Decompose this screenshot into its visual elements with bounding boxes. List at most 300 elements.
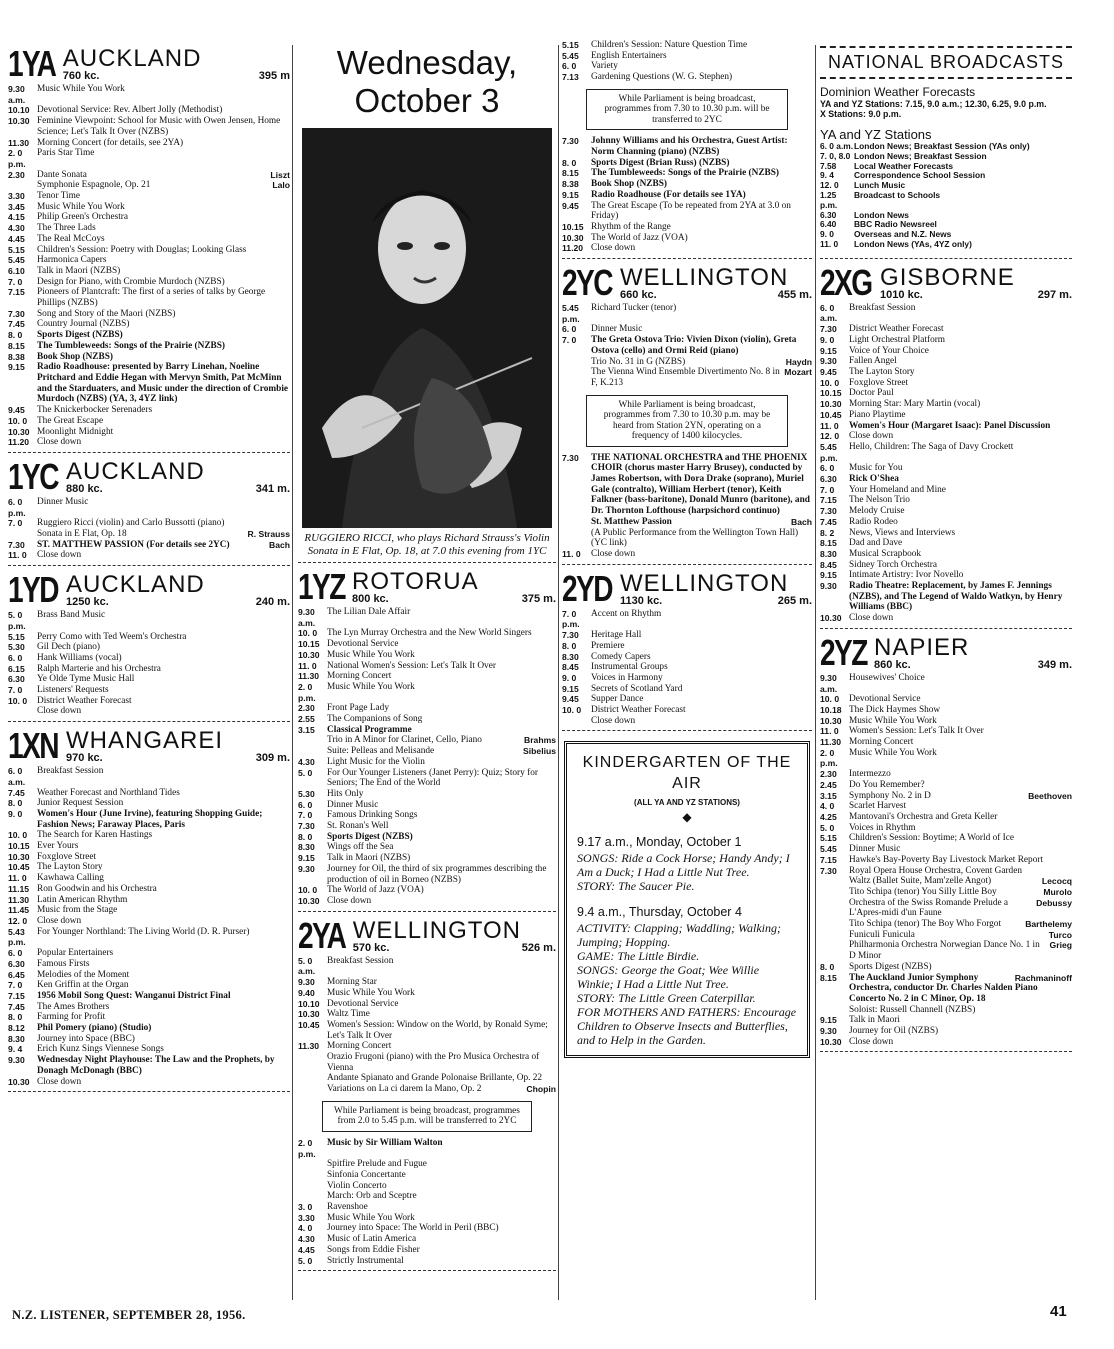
program-row (820, 876, 1072, 887)
program-time: 7. 0 (8, 980, 23, 991)
program-row (8, 191, 290, 202)
program-text: News, Views and Interviews (849, 527, 956, 538)
program-text: Dad and Dave (849, 538, 903, 549)
program-text: Dinner Music (327, 799, 379, 810)
divider (8, 1091, 290, 1092)
program-time: 7.30 (562, 630, 579, 641)
program-row (820, 463, 1072, 474)
program-title (591, 136, 812, 157)
program-text: Soloist: Russell Channell (NZBS) (849, 1004, 976, 1015)
program-time: 10.18 (820, 704, 842, 715)
station-metres: 341 m. (255, 482, 290, 495)
program-row (298, 789, 556, 800)
program-text: Richard Tucker (tenor) (591, 303, 677, 314)
kindergarten-line: ACTIVITY: Clapping; Waddling; Walking; Jumping; Hopping. (577, 921, 782, 950)
program-title (327, 735, 556, 746)
program-row (820, 399, 1072, 410)
program-text: Supper Dance (591, 694, 644, 705)
composer-name: Brahms (524, 735, 556, 746)
program-text: Morning Concert (327, 671, 392, 682)
national-program: BBC Radio Newsreel (854, 219, 937, 230)
program-title (37, 341, 290, 352)
program-title (37, 191, 290, 202)
program-time: 8.30 (298, 842, 315, 853)
kindergarten-line: SONGS: Ride a Cock Horse; Handy Andy; I Am a Duck; I Had a Little Nut Tree. (577, 851, 790, 880)
composer-name: Beethoven (1028, 790, 1072, 801)
program-row (820, 694, 1072, 705)
program-time: 10. 0 (8, 830, 28, 841)
program-row (8, 405, 290, 416)
program-title (591, 61, 812, 72)
program-row (8, 529, 290, 540)
program-text: Sports Digest (NZBS) (327, 831, 413, 842)
program-title (849, 410, 1072, 421)
program-title (37, 148, 290, 169)
program-time: 7. 0 (8, 685, 23, 696)
program-title (591, 335, 812, 356)
program-time (298, 1181, 327, 1192)
program-text: Morning Star (327, 977, 377, 988)
program-row (8, 234, 290, 245)
program-title (849, 962, 1072, 973)
program-time: 5.15 (820, 833, 837, 844)
program-time: 7.15 (820, 854, 837, 865)
program-row (8, 830, 290, 841)
station-kc: 660 kc. (620, 289, 657, 302)
program-text: Popular Entertainers (37, 948, 114, 959)
program-text: Women's Hour (June Irvine), featuring Shopping Guide; Fashion News; Faraway Places, Paris (37, 808, 263, 830)
program-title (849, 801, 1072, 812)
program-time: 8.38 (562, 179, 579, 190)
program-row (562, 357, 812, 368)
program-time: 10.30 (820, 715, 842, 726)
program-title (327, 1256, 556, 1267)
program-time: 11. 0 (8, 873, 27, 884)
program-text: The Dick Haymes Show (849, 704, 941, 715)
program-title (849, 463, 1072, 474)
station-name-block (66, 457, 290, 495)
program-text: Close down (37, 706, 82, 717)
program-row (298, 1073, 556, 1084)
program-text: Sidney Torch Orchestra (849, 559, 937, 570)
program-row (820, 919, 1072, 930)
program-time: 8.30 (820, 548, 837, 559)
program-text: Light Orchestral Platform (849, 334, 946, 345)
program-row (8, 895, 290, 906)
divider (820, 628, 1072, 629)
program-time: 5.15 (562, 40, 579, 50)
composer-name: Liszt (270, 169, 290, 180)
program-text: Book Shop (NZBS) (591, 179, 667, 190)
station-frequency (352, 594, 556, 605)
program-text: Ralph Marterie and his Orchestra (37, 663, 161, 674)
program-text: Close down (849, 1036, 894, 1047)
program-time: 3.15 (298, 724, 315, 735)
program-title (591, 549, 812, 560)
program-row (298, 1245, 556, 1256)
program-time: 6. 0 a.m. (820, 302, 838, 324)
program-title (591, 641, 812, 652)
program-row (820, 549, 1072, 560)
program-title (591, 673, 812, 684)
program-title (849, 737, 1072, 748)
station-city: ROTORUA (352, 568, 479, 595)
program-title (327, 1191, 556, 1202)
program-time: 6. 0 (8, 948, 23, 959)
program-time: 5. 0 (298, 767, 313, 778)
station-frequency (66, 753, 290, 764)
national-program: London News (YAs, 4YZ only) (854, 238, 972, 249)
program-time (562, 367, 591, 388)
program-row (8, 1012, 290, 1023)
program-text: Music While You Work (849, 715, 937, 726)
program-time: 7.30 (298, 821, 315, 832)
program-text: Philharmonia Orchestra Norwegian Dance No. 1 in D Minor (849, 940, 1040, 962)
program-time: 3.30 (298, 1212, 315, 1223)
station-name-block (352, 916, 556, 954)
station-1ya (8, 43, 290, 453)
program-title (37, 830, 290, 841)
program-time: 11.45 (8, 905, 30, 916)
program-time: 2. 0 p.m. (298, 1137, 316, 1159)
program-time: 7. 0 (298, 810, 313, 821)
program-title (849, 378, 1072, 389)
station-call-sign: 2XG (820, 261, 872, 303)
program-time: 6. 0 (820, 463, 835, 474)
program-title (37, 1002, 290, 1013)
program-text: Sports Digest (NZBS) (37, 330, 123, 341)
program-text: The Great Escape (To be repeated from 2YA at 3.0 on Friday) (591, 200, 791, 222)
program-time: 5.45 (8, 255, 25, 266)
program-title (849, 673, 1072, 694)
program-row (820, 887, 1072, 898)
station-city: NAPIER (874, 633, 970, 661)
program-title (327, 628, 556, 639)
column-1 (8, 40, 290, 1096)
program-title (37, 980, 290, 991)
program-row (298, 853, 556, 864)
program-title (591, 72, 812, 83)
program-title (849, 694, 1072, 705)
program-time: 9.30 (820, 581, 837, 592)
program-text: Music While You Work (327, 649, 415, 660)
program-time: 11.30 (8, 894, 30, 905)
program-row (298, 810, 556, 821)
station-frequency (620, 290, 812, 301)
program-row (820, 506, 1072, 517)
program-title (849, 716, 1072, 727)
program-time: 7. 0 (820, 484, 835, 495)
program-time: 2.30 (298, 703, 315, 714)
column-3 (562, 40, 812, 1058)
program-text: Wings off the Sea (327, 842, 394, 853)
program-text: Foxglove Street (37, 851, 97, 862)
program-text: The Vienna Wind Ensemble Divertimento No. 8 in F, K.213 (591, 367, 780, 388)
program-text: Latin American Rhythm (37, 894, 128, 905)
program-row (820, 866, 1072, 877)
program-title (327, 999, 556, 1010)
program-text: March: Orb and Sceptre (327, 1191, 417, 1202)
program-time: 4. 0 (298, 1223, 313, 1234)
program-text: Do You Remember? (849, 779, 925, 790)
program-title (37, 809, 290, 830)
program-title (591, 716, 812, 727)
program-title (327, 650, 556, 661)
program-text: The Greta Ostova Trio: Vivien Dixon (violin), Greta Ostova (cello) and Ormi Reid (piano) (591, 335, 797, 356)
program-row (298, 1159, 556, 1170)
program-text: Close down (327, 895, 372, 906)
program-text: Your Homeland and Mine (849, 484, 946, 495)
station-frequency (66, 484, 290, 495)
station-header (8, 569, 290, 611)
program-time: 9.30 (8, 1055, 25, 1066)
program-row (298, 757, 556, 768)
kindergarten-date-1: 9.17 a.m., Monday, October 1 (577, 835, 742, 850)
program-row (8, 696, 290, 707)
program-row (8, 148, 290, 169)
program-row (820, 823, 1072, 834)
program-text: Talk in Maori (849, 1015, 900, 1026)
program-row (8, 437, 290, 448)
program-row (8, 287, 290, 308)
program-text: Close down (849, 613, 894, 624)
program-row (562, 335, 812, 356)
station-1xn (8, 725, 290, 1092)
program-text: Foxglove Street (849, 377, 909, 388)
program-row (8, 266, 290, 277)
program-title (591, 453, 812, 517)
program-row (820, 1005, 1072, 1016)
program-time: 4.25 (820, 812, 837, 822)
program-text: Tito Schipa (tenor) The Boy Who Forgot (849, 919, 1002, 930)
program-title (327, 671, 556, 682)
kindergarten-line: STORY: The Saucer Pie. (577, 879, 695, 894)
program-title (327, 714, 556, 725)
program-row (298, 956, 556, 977)
program-time: 10.30 (298, 649, 320, 660)
program-text: Voice of Your Choice (849, 345, 929, 356)
program-row (298, 1170, 556, 1181)
program-time: 10.10 (8, 105, 30, 116)
program-row (562, 201, 812, 222)
program-row (8, 873, 290, 884)
program-row (820, 930, 1072, 941)
program-time: 8.15 (820, 972, 837, 983)
program-row (562, 528, 812, 549)
program-title (327, 1245, 556, 1256)
program-title (37, 970, 290, 981)
kindergarten-line: STORY: The Little Green Caterpillar. (577, 991, 756, 1006)
national-time: 9. 0 (820, 229, 834, 240)
parliament-notice: While Parliament is being broadcast, programmes from 7.30 to 10.30 p.m. may be heard from Station 2YN, operating on a frequency of 1400 kilocycles. (586, 395, 788, 447)
program-text: Waltz (Ballet Suite, Mam'zelle Angot) (849, 876, 992, 887)
program-row (562, 243, 812, 254)
program-row (820, 367, 1072, 378)
program-text: Philip Green's Orchestra (37, 212, 129, 223)
station-1yz (298, 566, 556, 912)
program-time (820, 940, 849, 961)
program-row (298, 714, 556, 725)
station-metres: 240 m. (255, 596, 290, 609)
program-time: 3.15 (820, 790, 837, 801)
kindergarten-line: FOR MOTHERS AND FATHERS: Encourage Children to Observe Insects and Butterflies, and to Help in the Garden. (577, 1005, 797, 1048)
program-row (562, 324, 812, 335)
program-text: Heritage Hall (591, 630, 642, 641)
program-time (820, 898, 849, 919)
program-text: Talk in Maori (NZBS) (37, 265, 121, 276)
program-text: Breakfast Session (327, 955, 394, 966)
program-text: Wednesday Night Playhouse: The Law and the Prophets, by Donagh McDonagh (BBC) (37, 1055, 275, 1076)
program-title (849, 495, 1072, 506)
program-time: 11.30 (820, 737, 842, 748)
program-time: 10.30 (8, 116, 30, 127)
program-text: Famous Firsts (37, 958, 90, 969)
program-row (8, 632, 290, 643)
national-schedule (820, 142, 1072, 250)
program-time: 9. 0 (562, 672, 577, 683)
station-2ya (298, 914, 556, 1272)
program-text: Moonlight Midnight (37, 426, 114, 437)
program-text: Journey into Space: The World in Peril (BBC) (327, 1223, 499, 1234)
column-rule (815, 45, 816, 1300)
program-time: 10.30 (8, 1076, 30, 1087)
program-row (8, 309, 290, 320)
program-row (820, 812, 1072, 823)
station-metres: 349 m. (1037, 658, 1072, 671)
parliament-notice: While Parliament is being broadcast, programmes from 7.30 to 10.30 p.m. will be transferred to 2YC (586, 89, 788, 131)
station-metres: 395 m (258, 70, 290, 82)
program-text: Gil Dech (piano) (37, 642, 100, 653)
program-row (820, 962, 1072, 973)
program-text: District Weather Forecast (37, 695, 132, 706)
program-title (591, 367, 812, 388)
program-title (37, 632, 290, 643)
program-row (8, 862, 290, 873)
program-time: 4.30 (298, 756, 315, 767)
program-text: The World of Jazz (VOA) (591, 232, 688, 243)
kindergarten-title: KINDERGARTEN OF THE AIR (582, 754, 792, 793)
program-text: District Weather Forecast (591, 705, 686, 716)
program-title (327, 810, 556, 821)
program-time: 4.15 (8, 212, 25, 223)
weather-line: YA and YZ Stations: 7.15, 9.0 a.m.; 12.30, 6.25, 9.0 p.m. (820, 99, 1047, 109)
program-time: 7.15 (8, 287, 25, 298)
station-frequency (620, 596, 812, 607)
program-title (327, 896, 556, 907)
program-title (37, 255, 290, 266)
program-title (849, 855, 1072, 866)
program-title (849, 506, 1072, 517)
program-row (820, 1037, 1072, 1048)
program-row (298, 1009, 556, 1020)
program-time: 11. 0 (562, 549, 581, 559)
program-time: 3.30 (8, 191, 25, 202)
program-time: 8. 2 (820, 527, 835, 538)
composer-name: Bach (268, 539, 290, 550)
divider (8, 721, 290, 722)
program-row (298, 1202, 556, 1213)
program-time: 11.20 (562, 243, 584, 254)
program-title (327, 1213, 556, 1224)
program-text: Voices in Rhythm (849, 822, 916, 833)
program-row (820, 801, 1072, 812)
program-row (8, 170, 290, 181)
program-row (562, 517, 812, 528)
program-time (562, 517, 591, 528)
program-row (820, 560, 1072, 571)
program-time: 11.30 (8, 137, 30, 148)
program-title (37, 550, 290, 561)
national-time: 9. 4 (820, 170, 834, 181)
program-time: 7. 0 (8, 276, 23, 287)
program-title (849, 823, 1072, 834)
kindergarten-subtitle: (ALL YA AND YZ STATIONS) (634, 798, 740, 808)
program-row (8, 1055, 290, 1076)
program-title (37, 685, 290, 696)
program-row (298, 746, 556, 757)
divider (8, 565, 290, 566)
program-row (820, 737, 1072, 748)
station-frequency (880, 290, 1072, 301)
program-time: 6. 0 p.m. (8, 496, 26, 518)
ya-yz-heading: YA and YZ Stations (820, 127, 932, 142)
program-text: Design for Piano, with Crombie Murdoch (NZBS) (37, 276, 225, 287)
program-time (562, 357, 591, 368)
station-metres: 455 m. (777, 289, 812, 302)
program-row (562, 453, 812, 517)
program-time: 9.15 (820, 570, 837, 581)
program-title (37, 437, 290, 448)
program-row (820, 1015, 1072, 1026)
program-row (820, 410, 1072, 421)
program-row (8, 788, 290, 799)
program-title (591, 222, 812, 233)
program-time (298, 1073, 327, 1084)
program-title (37, 884, 290, 895)
program-row (8, 916, 290, 927)
program-time: 10.30 (820, 613, 842, 624)
program-title (37, 766, 290, 787)
program-time: 9.30 a.m. (8, 84, 26, 105)
program-title (37, 138, 290, 149)
program-row (820, 538, 1072, 549)
station-call-sign: 2YD (562, 567, 612, 609)
station-metres: 297 m. (1037, 288, 1072, 301)
station-frequency (66, 597, 290, 608)
program-time: 7.30 (820, 324, 837, 335)
program-row (298, 1223, 556, 1234)
station-metres: 265 m. (777, 594, 812, 607)
program-title (37, 706, 290, 717)
weather-line: X Stations: 9.0 p.m. (820, 109, 902, 119)
program-time: 12. 0 (820, 431, 840, 442)
program-text: Music from the Stage (37, 905, 118, 916)
program-text: Devotional Service (849, 694, 921, 705)
program-row (820, 528, 1072, 539)
program-title (849, 528, 1072, 539)
program-time: 10.15 (298, 639, 320, 650)
program-time: 8. 0 (298, 831, 313, 842)
program-row (8, 809, 290, 830)
program-text: Close down (37, 916, 82, 926)
program-title (37, 862, 290, 873)
program-title (37, 841, 290, 852)
program-row (298, 864, 556, 885)
program-title (849, 356, 1072, 367)
program-text: Dinner Music (37, 496, 89, 507)
program-text: Weather Forecast and Northland Tides (37, 787, 180, 798)
station-name-block (620, 569, 812, 607)
